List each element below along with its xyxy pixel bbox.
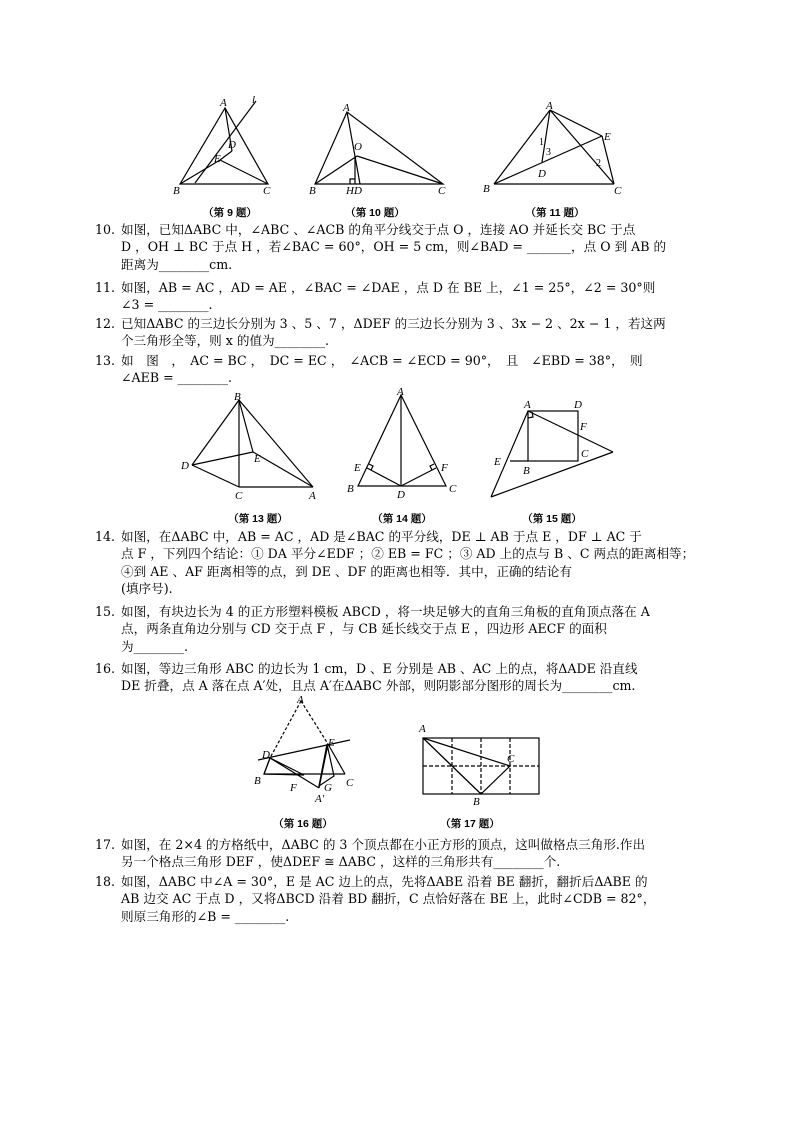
question-number: 15. (95, 604, 116, 619)
question-number: 11. (95, 280, 116, 295)
segment-de (220, 151, 232, 160)
right-angle-mark (528, 412, 533, 418)
figure-17-caption: （第 17 题） (440, 818, 500, 830)
label-c: C (263, 185, 271, 197)
segment-df (401, 468, 436, 486)
question-line: ∠3 = ________. (121, 297, 213, 313)
label-e: E (604, 131, 611, 143)
question-line: 如图，有块边长为 4 的正方形塑料模板 ABCD ，将一块足够大的直角三角板的直角顶点落在 A (121, 604, 650, 619)
question-number: 10. (95, 222, 116, 237)
label-b: B (254, 775, 261, 787)
question-line: 如图，已知ΔABC 中，∠ABC 、∠ACB 的角平分线交于点 O ，连接 AO 并延长交 BC 于点 (121, 222, 636, 237)
question-number: 14. (95, 529, 116, 544)
figure-14-caption: （第 14 题） (372, 513, 432, 525)
question-line: DE 折叠，点 A 落在点 A′处，且点 A′在ΔABC 外部，则阴影部分图形的周长为________cm. (121, 678, 636, 694)
label-b: B (483, 183, 490, 195)
segment-af (528, 411, 613, 452)
figure-16-diagram (246, 696, 366, 808)
label-c: C (581, 448, 589, 460)
question-line: 个三角形全等，则 x 的值为________. (121, 333, 330, 349)
label-c: C (614, 185, 622, 197)
figure-14-diagram (340, 385, 470, 503)
question-line: 如图，在 2×4 的方格纸中，ΔABC 的 3 个顶点都在小正方形的顶点，这叫做格点三角形.作出 (121, 837, 646, 852)
label-b: B (173, 185, 180, 197)
side-ab-dashed (270, 701, 301, 758)
question-15 (95, 603, 699, 655)
question-line: 点 F ，下列四个结论：① DA 平分∠EDF ；② EB = FC ；③ AD 上的点与 B 、C 两点的距离相等； (121, 546, 695, 562)
question-10 (95, 221, 699, 273)
figure-9-caption: （第 9 题） (203, 207, 257, 219)
question-line: AB 边交 AC 于点 D ，又将ΔBCD 沿着 BD 翻折，C 点恰好落在 BE 上，此时∠CDB = 82°， (121, 891, 656, 907)
label-d: D (181, 460, 189, 472)
figure-17-diagram (413, 716, 553, 810)
triangle-abc (358, 395, 446, 486)
figure-13-diagram (178, 388, 328, 506)
label-c: C (346, 777, 354, 789)
label-b: B (523, 465, 530, 477)
question-number: 16. (95, 661, 116, 676)
question-number: 17. (95, 837, 116, 852)
label-e: E (494, 456, 501, 468)
figure-11-diagram (480, 100, 630, 200)
square-abcd (528, 411, 578, 461)
question-line: 则原三角形的∠B = ________. (121, 908, 290, 924)
label-a: A (343, 102, 350, 114)
figure-10-caption: （第 10 题） (345, 207, 405, 219)
label-l: l (252, 94, 256, 106)
question-16 (95, 660, 699, 695)
question-17 (95, 836, 699, 871)
figure-9-diagram (170, 96, 280, 196)
label-d: D (262, 749, 270, 761)
label-a: A (309, 490, 316, 502)
label-a: A (524, 399, 531, 411)
question-number: 13. (95, 353, 116, 368)
triangle-abc (180, 108, 268, 184)
label-a: A (220, 97, 227, 109)
label-a: A (397, 386, 404, 398)
right-angle-mark (350, 179, 355, 184)
question-line: 如图，ΔABC 中∠A = 30°，E 是 AC 边上的点，先将ΔABE 沿着 BE 翻折，翻折后ΔABE 的 (121, 874, 648, 889)
question-number: 12. (95, 316, 116, 331)
segment-ef (491, 452, 613, 497)
question-line: 如 图 ， AC = BC ， DC = EC ， ∠ACB = ∠ECD = 90°， 且 ∠EBD = 38°， 则 (121, 353, 643, 368)
label-e: E (254, 453, 261, 465)
label-o: O (354, 141, 362, 153)
line-de (258, 740, 350, 760)
question-18 (95, 873, 699, 925)
question-line: 距离为________cm. (121, 256, 233, 272)
triangle-abc (315, 112, 443, 184)
label-angle-1: 1 (539, 137, 544, 148)
question-line: D ，OH ⊥ BC 于点 H ，若∠BAC = 60°，OH = 5 cm，则∠BAD = _______，点 O 到 AB 的 (121, 239, 667, 255)
question-14 (95, 528, 699, 598)
label-b: B (234, 391, 241, 403)
label-f: F (441, 462, 448, 474)
label-b: B (473, 796, 480, 808)
label-b: B (309, 185, 316, 197)
side-ac-dashed (301, 701, 328, 744)
question-line: 为________. (121, 638, 188, 654)
label-d: D (574, 399, 582, 411)
figure-10-diagram (305, 100, 455, 200)
question-line: 如图，等边三角形 ABC 的边长为 1 cm，D 、E 分别是 AB 、AC 上的点，将ΔADE 沿直线 (121, 661, 638, 676)
label-c: C (449, 483, 457, 495)
segment-ea (253, 452, 313, 487)
question-line: 另一个格点三角形 DEF ，使ΔDEF ≅ ΔABC ，这样的三角形共有________个. (121, 854, 561, 870)
question-line: ④到 AE 、AF 距离相等的点，到 DE 、DF 的距离也相等．其中，正确的结论有 (121, 563, 572, 579)
label-d: D (538, 168, 546, 180)
segment-be (494, 136, 602, 184)
segment-de (367, 468, 401, 486)
label-c: C (438, 185, 446, 197)
segment-co (357, 156, 443, 184)
label-hd: HD (346, 185, 362, 197)
segment-bd (192, 400, 239, 465)
label-angle-3: 3 (546, 147, 551, 158)
label-c: C (235, 490, 243, 502)
figure-13-caption: （第 13 题） (228, 513, 288, 525)
figure-15-diagram (488, 395, 618, 505)
label-a: A (546, 100, 553, 112)
label-e: E (214, 153, 221, 165)
question-11 (95, 279, 699, 314)
label-d: D (397, 489, 405, 501)
figure-16-caption: （第 16 题） (273, 818, 333, 830)
question-13 (95, 352, 699, 387)
question-line: 已知ΔABC 的三边长分别为 3 、5 、7 ，ΔDEF 的三边长分别为 3 、3x − 2 、2x − 1 ，若这两 (121, 316, 666, 331)
segment-ae (550, 110, 602, 136)
question-line: 点，两条直角边分别与 CD 交于点 F ，与 CB 延长线交于点 E ，四边形 AECF 的面积 (121, 621, 607, 637)
question-line: 如图，AB = AC ，AD = AE ，∠BAC = ∠DAE ，点 D 在 BE 上，∠1 = 25°，∠2 = 30°则 (121, 280, 656, 295)
label-b: B (347, 483, 354, 495)
label-a-prime: A′ (315, 793, 325, 805)
label-e: E (354, 462, 361, 474)
label-e: E (328, 737, 335, 749)
question-line: 如图，在ΔABC 中，AB = AC ，AD 是∠BAC 的平分线，DE ⊥ AB 于点 E ，DF ⊥ AC 于 (121, 529, 642, 544)
segment-ae (491, 411, 528, 497)
figure-11-caption: （第 11 题） (525, 207, 585, 219)
label-a: A (419, 723, 426, 735)
segment-de (192, 452, 253, 465)
question-number: 18. (95, 874, 116, 889)
label-f: F (290, 782, 297, 794)
label-d: D (228, 139, 236, 151)
question-line: (填序号). (121, 581, 173, 597)
label-angle-2: 2 (596, 158, 601, 169)
label-a: A (297, 694, 304, 706)
label-c: C (507, 753, 515, 765)
question-line: ∠AEB = ________. (121, 370, 233, 386)
figure-15-caption: （第 15 题） (522, 513, 582, 525)
label-f: F (580, 421, 587, 433)
label-g: G (324, 782, 332, 794)
question-12 (95, 315, 699, 350)
segment-dc (192, 465, 239, 487)
